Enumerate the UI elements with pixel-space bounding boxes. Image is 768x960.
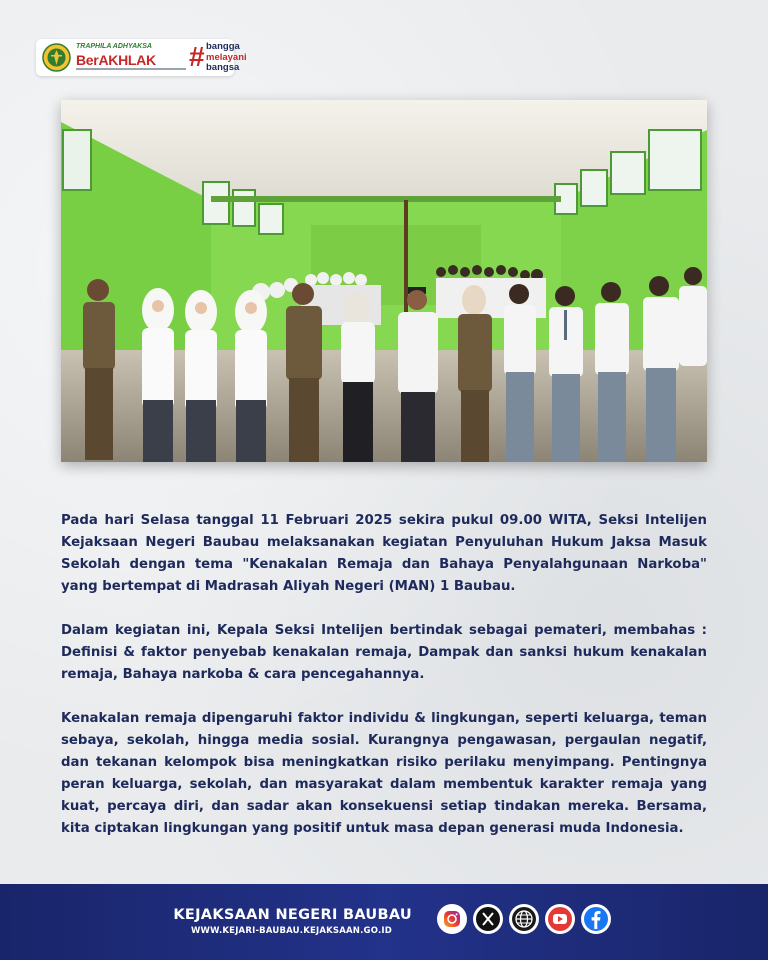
- footer-organization: KEJAKSAAN NEGERI BAUBAU: [173, 907, 412, 923]
- article-paragraph-2: Dalam kegiatan ini, Kepala Seksi Intelijen bertindak sebagai pemateri, membahas : Definisi & faktor penyebab kenakalan remaja, Dampak dan sanksi hukum kenakalan remaja, Bahaya narkoba & cara pencegahannya.: [61, 623, 707, 682]
- logo-tagline: TRAPHILA ADHYAKSA: [76, 43, 152, 50]
- classroom-scene-illustration: [61, 100, 707, 462]
- article-paragraph-1: Pada hari Selasa tanggal 11 Februari 2025 sekira pukul 09.00 WITA, Seksi Intelijen Kejaksaan Negeri Baubau melaksanakan kegiatan Penyuluhan Hukum Jaksa Masuk Sekolah dengan tema "Kenakalan Remaja dan Bahaya Penyalahgunaan Narkoba" yang bertempat di Madrasah Aliyah Negeri (MAN) 1 Baubau.: [61, 513, 707, 594]
- campaign-line-3: bangsa: [206, 62, 240, 73]
- article-body: [61, 510, 707, 862]
- x-icon[interactable]: [473, 904, 503, 934]
- facebook-icon[interactable]: [581, 904, 611, 934]
- logo-divider: [76, 68, 186, 70]
- header-logo-strip: [36, 39, 247, 76]
- campaign-line-2: melayani: [206, 51, 247, 63]
- footer-website-link[interactable]: WWW.KEJARI-BAUBAU.KEJAKSAAN.GO.ID: [190, 926, 392, 936]
- youtube-icon[interactable]: [545, 904, 575, 934]
- footer-bar: [0, 884, 768, 960]
- logo-core-value: BerAKHLAK: [76, 52, 156, 68]
- instagram-icon[interactable]: [437, 904, 467, 934]
- group-photo: [61, 100, 707, 462]
- logo-hashtag: #: [189, 41, 205, 72]
- kejaksaan-emblem-icon: [42, 43, 71, 72]
- logo-campaign-text: [206, 42, 247, 74]
- globe-icon[interactable]: [509, 904, 539, 934]
- article-paragraph-3: Kenakalan remaja dipengaruhi faktor individu & lingkungan, seperti keluarga, teman sebaya, sekolah, hingga media sosial. Kurangnya pengawasan, pergaulan negatif, dan tekanan kelompok bisa meningkatkan risiko perilaku menyimpang. Pentingnya peran keluarga, sekolah, dan masyarakat dalam membentuk karakter remaja yang kuat, percaya diri, dan sadar akan konsekuensi setiap tindakan mereka. Bersama, kita ciptakan lingkungan yang positif untuk masa depan generasi muda Indonesia.: [61, 711, 707, 836]
- campaign-line-1: bangga: [206, 41, 240, 52]
